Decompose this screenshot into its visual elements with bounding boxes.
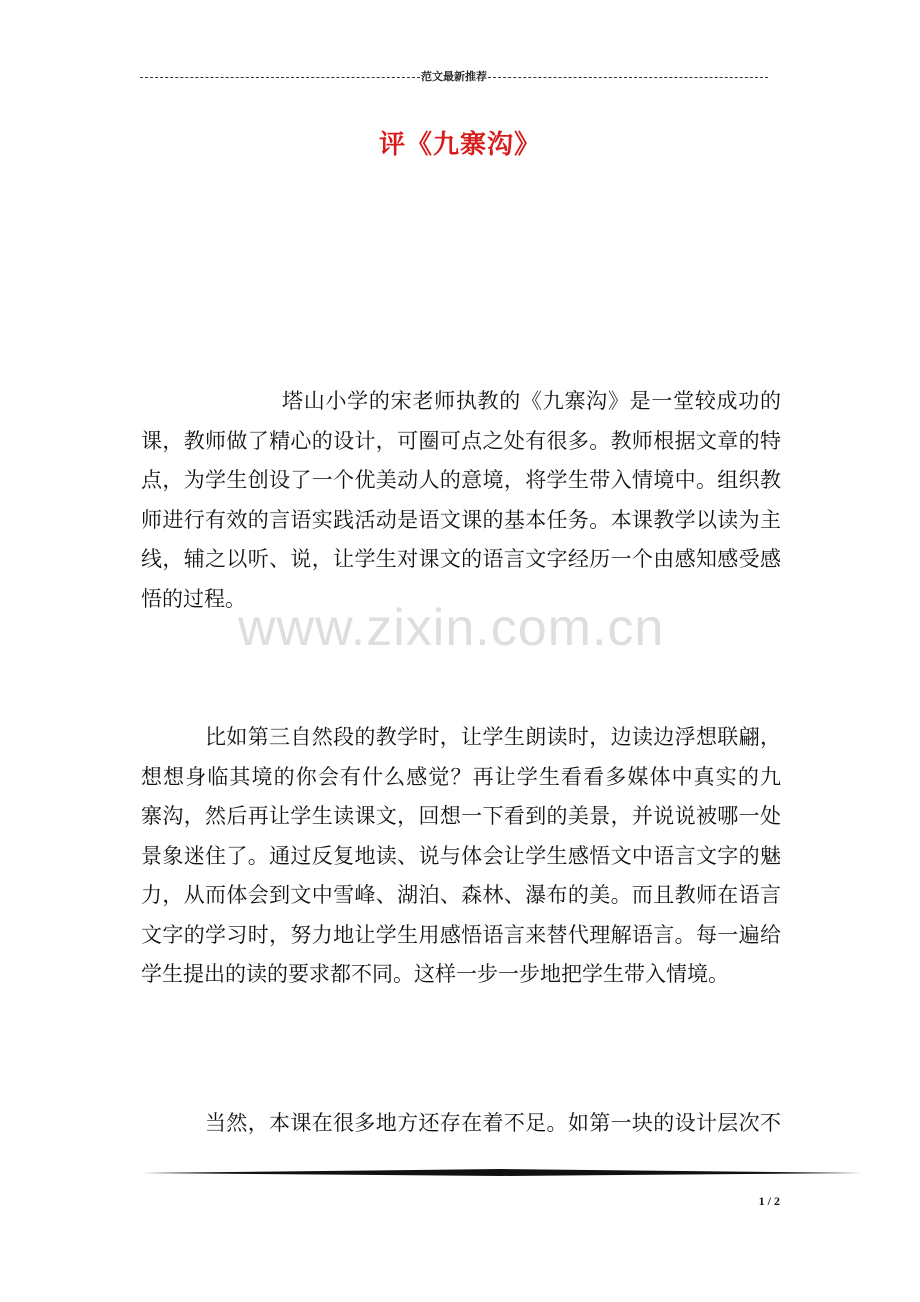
page-number: 1 / 2 xyxy=(758,1194,780,1208)
header-dashes-left xyxy=(140,69,420,85)
page-header xyxy=(140,69,768,85)
paragraph-line: 当然，本课在很多地方还存在着不足。如第一块的设计层次不 xyxy=(205,1111,781,1135)
paragraph-line: 学生提出的读的要求都不同。这样一步一步地把学生带入情境。 xyxy=(141,962,729,986)
paragraph-line: 想想身临其境的你会有什么感觉？再让学生看看多媒体中真实的九 xyxy=(141,764,781,789)
paragraph-line: 寨沟，然后再让学生读课文，回想一下看到的美景，并说说被哪一处 xyxy=(141,804,781,828)
paragraph-line: 比如第三自然段的教学时，让学生朗读时，边读边浮想联翩， xyxy=(205,725,781,749)
paragraph-line: 景象迷住了。通过反复地读、说与体会让学生感悟文中语言文字的魅 xyxy=(141,843,781,868)
paragraph-line: 文字的学习时，努力地让学生用感悟语言来替代理解语言。每一遍给 xyxy=(141,922,781,947)
paragraph-3 xyxy=(141,1104,781,1144)
header-dashes-right xyxy=(488,69,768,85)
footer-divider xyxy=(141,1166,863,1180)
paragraph-2 xyxy=(141,718,781,995)
paragraph-line: 点，为学生创设了一个优美动人的意境，将学生带入情境中。组织教 xyxy=(141,468,781,492)
paragraph-1 xyxy=(141,382,781,619)
paragraph-line: 师进行有效的言语实践活动是语文课的基本任务。本课教学以读为主 xyxy=(141,507,781,532)
paragraph-line: 力，从而体会到文中雪峰、湖泊、森林、瀑布的美。而且教师在语言 xyxy=(141,883,781,907)
paragraph-line: 塔山小学的宋老师执教的《九寨沟》是一堂较成功的 xyxy=(282,389,781,413)
paragraph-line: 线，辅之以听、说，让学生对课文的语言文字经历一个由感知感受感 xyxy=(141,547,781,571)
paragraph-line: 课，教师做了精心的设计，可圈可点之处有很多。教师根据文章的特 xyxy=(141,428,781,453)
paragraph-line: 悟的过程。 xyxy=(141,586,246,611)
watermark: www.zixin.com.cn xyxy=(238,599,665,657)
header-label: 范文最新推荐 xyxy=(421,71,487,83)
document-title: 评《九寨沟》 xyxy=(378,130,541,160)
